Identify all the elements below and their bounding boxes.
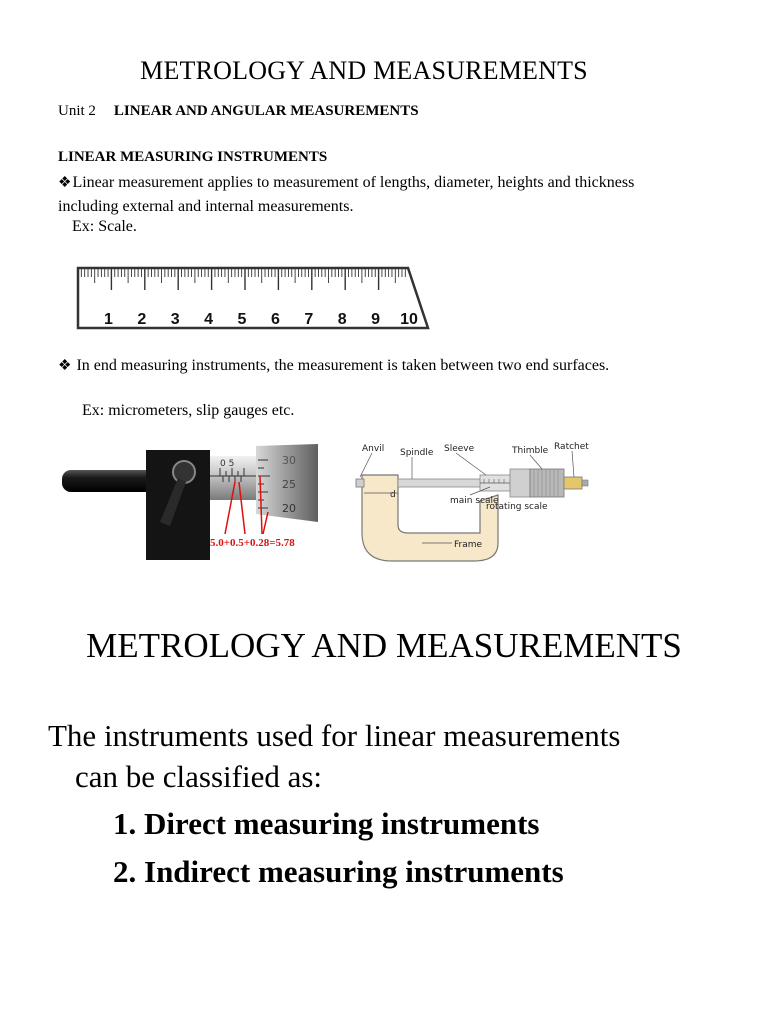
- ruler-number: 8: [337, 311, 347, 328]
- ruler-number: 1: [103, 311, 113, 328]
- spindle-shape: [398, 479, 486, 487]
- example-scale: Ex: Scale.: [72, 218, 137, 235]
- ruler-number: 9: [371, 311, 381, 328]
- ruler-number: 4: [204, 311, 214, 328]
- ruler-number: 2: [137, 311, 147, 328]
- thimble-number-1: 30: [282, 454, 296, 467]
- page-title: METROLOGY AND MEASUREMENTS: [140, 56, 588, 85]
- thimble-number-2: 25: [282, 478, 296, 491]
- micrometer-photo: [60, 442, 322, 562]
- label-frame: Frame: [454, 540, 483, 550]
- anvil-shape: [356, 479, 364, 487]
- bullet-text-2: In end measuring instruments, the measurement is taken between two end surfaces.: [72, 357, 610, 374]
- sleeve-numbers: 0 5: [220, 459, 235, 469]
- bullet-paragraph-1: [58, 171, 698, 218]
- label-thimble: Thimble: [512, 446, 549, 456]
- label-ratchet: Ratchet: [554, 442, 589, 452]
- bullet-paragraph-2: [58, 354, 698, 378]
- intro-line-2: can be classified as:: [75, 759, 323, 794]
- ruler-number: 3: [170, 311, 180, 328]
- micrometer-diagram: [352, 437, 596, 563]
- diamond-bullet-icon: ❖: [58, 175, 72, 191]
- thimble-scale-shape: [510, 469, 530, 497]
- label-rotating-scale: rotating scale: [486, 502, 548, 512]
- example-micrometers: Ex: micrometers, slip gauges etc.: [82, 402, 295, 419]
- lock-knob: [173, 461, 195, 483]
- slide-title: METROLOGY AND MEASUREMENTS: [86, 626, 682, 665]
- ruler-number: 6: [270, 311, 280, 328]
- thimble-number-3: 20: [282, 502, 296, 515]
- ruler-number: 5: [237, 311, 247, 328]
- bullet-text-1: Linear measurement applies to measurement of lengths, diameter, heights and thickness including external and internal measurements.: [58, 174, 635, 215]
- list-item-indirect: 2. Indirect measuring instruments: [113, 854, 564, 889]
- intro-line-1: The instruments used for linear measurements: [48, 718, 621, 753]
- thimble-knurl-shape: [530, 469, 564, 497]
- unit-label: Unit 2: [58, 103, 96, 119]
- label-main-scale: main scale: [450, 496, 499, 506]
- ruler-number: 7: [304, 311, 314, 328]
- diamond-bullet-icon: ❖: [58, 358, 72, 374]
- ruler-image: [72, 262, 432, 332]
- label-anvil: Anvil: [362, 444, 385, 454]
- list-item-direct: 1. Direct measuring instruments: [113, 806, 540, 841]
- unit-line: [58, 103, 419, 120]
- label-sleeve: Sleeve: [444, 444, 475, 454]
- label-d: d: [390, 490, 396, 500]
- spindle-rod: [62, 470, 154, 492]
- label-spindle: Spindle: [400, 448, 434, 458]
- ruler-number: 10: [400, 311, 418, 328]
- ratchet-shape: [564, 477, 582, 489]
- section-heading: LINEAR MEASURING INSTRUMENTS: [58, 149, 328, 165]
- unit-title: LINEAR AND ANGULAR MEASUREMENTS: [113, 103, 419, 119]
- micrometer-reading: 5.0+0.5+0.28=5.78: [210, 537, 295, 549]
